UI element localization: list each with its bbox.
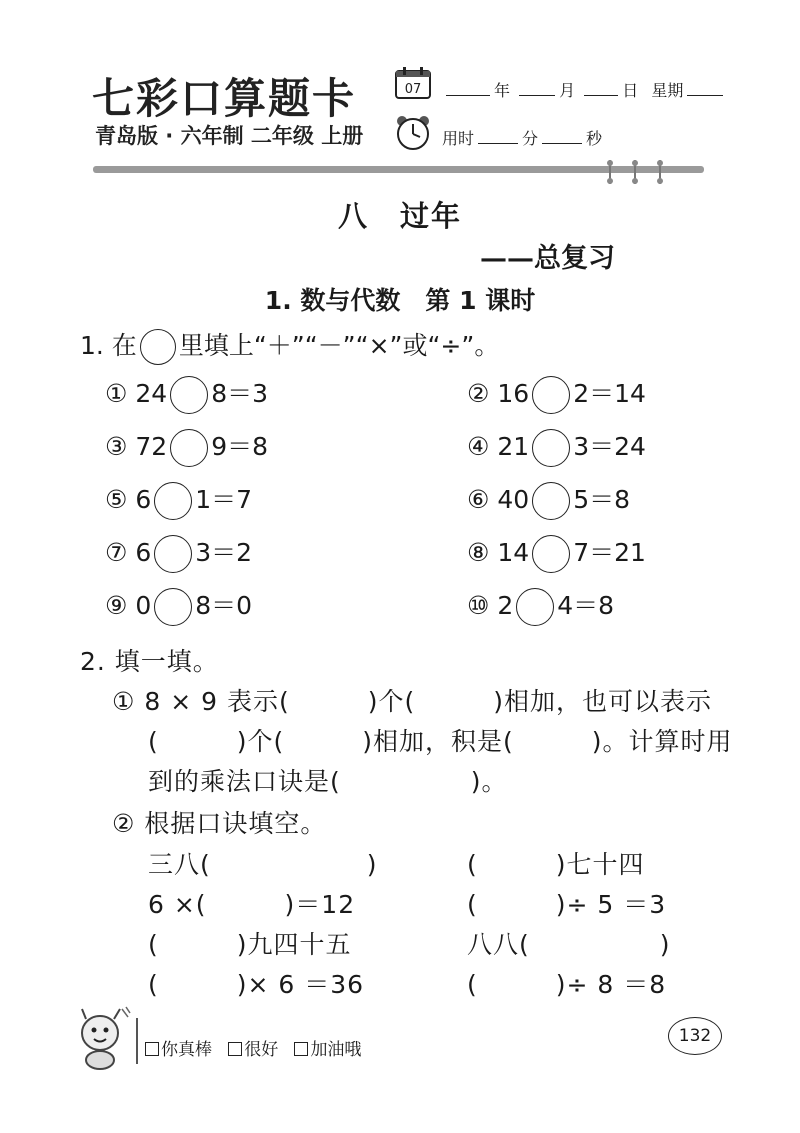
item-number: ⑤ [105, 485, 128, 514]
operand-b-result: 1＝7 [195, 485, 253, 514]
q1-item-6 [467, 480, 630, 520]
operand-a: 6 [135, 485, 152, 514]
year-label: 年 [494, 81, 511, 100]
operator-circle[interactable] [170, 376, 208, 414]
item-number: ⑦ [105, 538, 128, 567]
q1-item-7 [105, 533, 252, 573]
item-number: ① [105, 379, 128, 408]
prompt-circle [140, 329, 176, 365]
week-label: 星期 [651, 81, 684, 100]
operand-a: 16 [497, 379, 530, 408]
time-fields [442, 126, 602, 149]
item-number: ⑩ [467, 591, 490, 620]
item-number: ⑥ [467, 485, 490, 514]
operator-circle[interactable] [532, 429, 570, 467]
item-number: ③ [105, 432, 128, 461]
q2-fill-item[interactable]: ( )× 6 ＝36 [148, 970, 365, 999]
rating-option-keep-going[interactable]: 加油哦 [294, 1040, 361, 1060]
operand-a: 6 [135, 538, 152, 567]
month-label: 月 [559, 81, 576, 100]
operand-a: 0 [135, 591, 152, 620]
q2-part1-line2[interactable]: ( )个( )相加，积是( )。计算时用 [148, 727, 733, 756]
brand-title: 七彩口算题卡 [92, 74, 357, 123]
q2-prompt: 2. 填一填。 [80, 647, 219, 676]
chapter-title: 八 过年 [337, 199, 462, 233]
operator-circle[interactable] [154, 535, 192, 573]
q1-item-8 [467, 533, 646, 573]
q1-item-5 [105, 480, 252, 520]
operator-circle[interactable] [170, 429, 208, 467]
checkbox-icon[interactable] [228, 1042, 242, 1056]
operand-b-result: 8＝0 [195, 591, 253, 620]
day-label: 日 [622, 81, 639, 100]
q2-part1-line3[interactable]: 到的乘法口诀是( )。 [148, 767, 508, 796]
operand-b-result: 4＝8 [557, 591, 615, 620]
rating-option-great[interactable]: 你真棒 [145, 1040, 212, 1060]
item-number: ④ [467, 432, 490, 461]
time-label: 用时 [442, 129, 475, 148]
operand-a: 24 [135, 379, 168, 408]
chapter-subtitle: ——总复习 [480, 243, 615, 274]
q2-fill-item[interactable]: ( )九四十五 [148, 930, 352, 959]
self-rating [145, 1035, 361, 1060]
second-label: 秒 [586, 129, 603, 148]
operand-b-result: 5＝8 [573, 485, 630, 514]
operand-b-result: 3＝24 [573, 432, 646, 461]
lesson-title: 1. 数与代数 第 1 课时 [264, 286, 536, 315]
year-blank[interactable] [446, 81, 490, 96]
operator-circle[interactable] [532, 376, 570, 414]
q2-fill-item[interactable]: 八八( ) [467, 930, 671, 959]
q1-prompt [80, 326, 499, 365]
q1-prompt-end: 里填上“＋”“－”“×”或“÷”。 [178, 331, 500, 360]
footer-divider [136, 1018, 138, 1064]
checkbox-icon[interactable] [294, 1042, 308, 1056]
calendar-icon [394, 66, 432, 100]
operator-circle[interactable] [532, 482, 570, 520]
q2-part2-title: ② 根据口诀填空。 [112, 809, 327, 838]
operator-circle[interactable] [154, 588, 192, 626]
q2-part1-line1[interactable]: ① 8 × 9 表示( )个( )相加，也可以表示 [112, 687, 712, 716]
week-blank[interactable] [687, 81, 723, 96]
second-blank[interactable] [542, 129, 582, 144]
mascot-icon [70, 1003, 134, 1071]
clock-icon [394, 113, 432, 151]
date-fields [442, 78, 727, 101]
checkbox-icon[interactable] [145, 1042, 159, 1056]
q1-item-2 [467, 374, 646, 414]
operand-a: 2 [497, 591, 514, 620]
q1-item-3 [105, 427, 268, 467]
month-blank[interactable] [519, 81, 555, 96]
operand-a: 40 [497, 485, 530, 514]
abacus-beads-decoration [600, 158, 670, 186]
operand-b-result: 2＝14 [573, 379, 646, 408]
q1-prompt-start: 1. 在 [80, 331, 137, 360]
rating-option-good[interactable]: 很好 [228, 1040, 278, 1060]
operator-circle[interactable] [532, 535, 570, 573]
operand-b-result: 3＝2 [195, 538, 253, 567]
operand-b-result: 8＝3 [211, 379, 268, 408]
q2-fill-item[interactable]: ( )÷ 8 ＝8 [467, 970, 667, 999]
day-blank[interactable] [584, 81, 618, 96]
q2-fill-item[interactable]: ( )÷ 5 ＝3 [467, 890, 667, 919]
q2-fill-item[interactable]: ( )七十四 [467, 850, 645, 879]
operator-circle[interactable] [516, 588, 554, 626]
operand-b-result: 9＝8 [211, 432, 268, 461]
q1-item-9 [105, 586, 252, 626]
operand-b-result: 7＝21 [573, 538, 646, 567]
item-number: ② [467, 379, 490, 408]
operand-a: 72 [135, 432, 168, 461]
q1-item-4 [467, 427, 646, 467]
minute-label: 分 [522, 129, 539, 148]
calendar-day: 07 [404, 82, 422, 97]
edition-label: 青岛版 · 六年制 二年级 上册 [95, 124, 364, 148]
item-number: ⑨ [105, 591, 128, 620]
page-number: 132 [668, 1017, 722, 1055]
q1-item-1 [105, 374, 268, 414]
item-number: ⑧ [467, 538, 490, 567]
q2-fill-item[interactable]: 三八( ) [148, 850, 378, 879]
q2-fill-item[interactable]: 6 ×( )＝12 [148, 890, 356, 919]
operand-a: 21 [497, 432, 530, 461]
operator-circle[interactable] [154, 482, 192, 520]
minute-blank[interactable] [478, 129, 518, 144]
operand-a: 14 [497, 538, 530, 567]
q1-item-10 [467, 586, 614, 626]
